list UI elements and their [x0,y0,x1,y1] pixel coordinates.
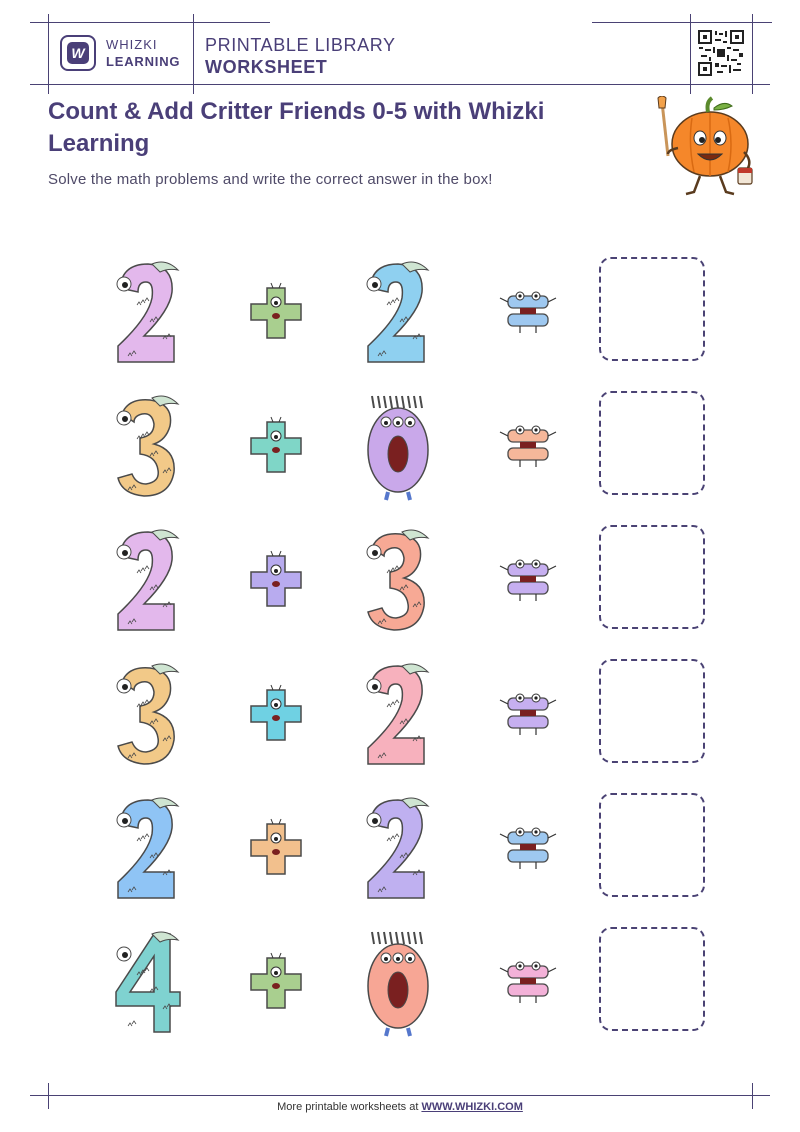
pumpkin-painter-icon [648,96,760,200]
footer-line [30,1095,770,1096]
logo-icon: W [60,35,96,71]
footer-text: More printable worksheets at [277,1101,422,1113]
header-divider-line [193,14,194,94]
brand-logo[interactable] [60,35,180,71]
answer-box[interactable] [599,927,705,1031]
problem-row [0,790,800,910]
equals-monster-icon [498,956,560,1011]
number-0-monster-icon [358,392,438,507]
number-3-monster-icon [108,660,188,775]
library-line1: PRINTABLE LIBRARY [205,35,396,55]
number-0-monster-icon [358,928,438,1043]
library-label [205,34,396,78]
number-3-monster-icon [358,526,438,641]
header-left-line [48,14,49,94]
number-2-monster-icon [358,794,438,909]
equals-monster-icon [498,286,560,341]
qr-code-icon[interactable] [697,29,745,77]
number-2-monster-icon [358,258,438,373]
equals-monster-icon [498,688,560,743]
number-2-monster-icon [358,660,438,775]
header-right-line [752,14,753,94]
problem-row [0,254,800,374]
plus-monster-icon [245,818,307,885]
plus-monster-icon [245,282,307,349]
footer [0,1101,800,1113]
number-2-monster-icon [108,258,188,373]
equals-monster-icon [498,420,560,475]
problem-row [0,522,800,642]
number-3-monster-icon [108,392,188,507]
problem-row [0,656,800,776]
number-2-monster-icon [108,526,188,641]
header-top-line-left [30,22,270,23]
equals-monster-icon [498,822,560,877]
number-4-monster-icon [108,928,188,1043]
header-right-divider [690,14,691,94]
header-top-line-right [592,22,772,23]
answer-box[interactable] [599,793,705,897]
brand-name-line1: WHIZKI [106,37,158,52]
answer-box[interactable] [599,257,705,361]
problem-row [0,388,800,508]
equals-monster-icon [498,554,560,609]
plus-monster-icon [245,550,307,617]
number-2-monster-icon [108,794,188,909]
library-line2: WORKSHEET [205,57,328,77]
answer-box[interactable] [599,659,705,763]
plus-monster-icon [245,684,307,751]
problem-row [0,924,800,1044]
plus-monster-icon [245,416,307,483]
answer-box[interactable] [599,391,705,495]
plus-monster-icon [245,952,307,1019]
brand-name-line2: LEARNING [106,54,181,69]
footer-link[interactable]: WWW.WHIZKI.COM [421,1101,523,1113]
page-title: Count & Add Critter Friends 0-5 with Whizki Learning [48,98,545,157]
header-bottom-line [30,84,770,85]
answer-box[interactable] [599,525,705,629]
instructions-text: Solve the math problems and write the correct answer in the box! [48,171,493,188]
